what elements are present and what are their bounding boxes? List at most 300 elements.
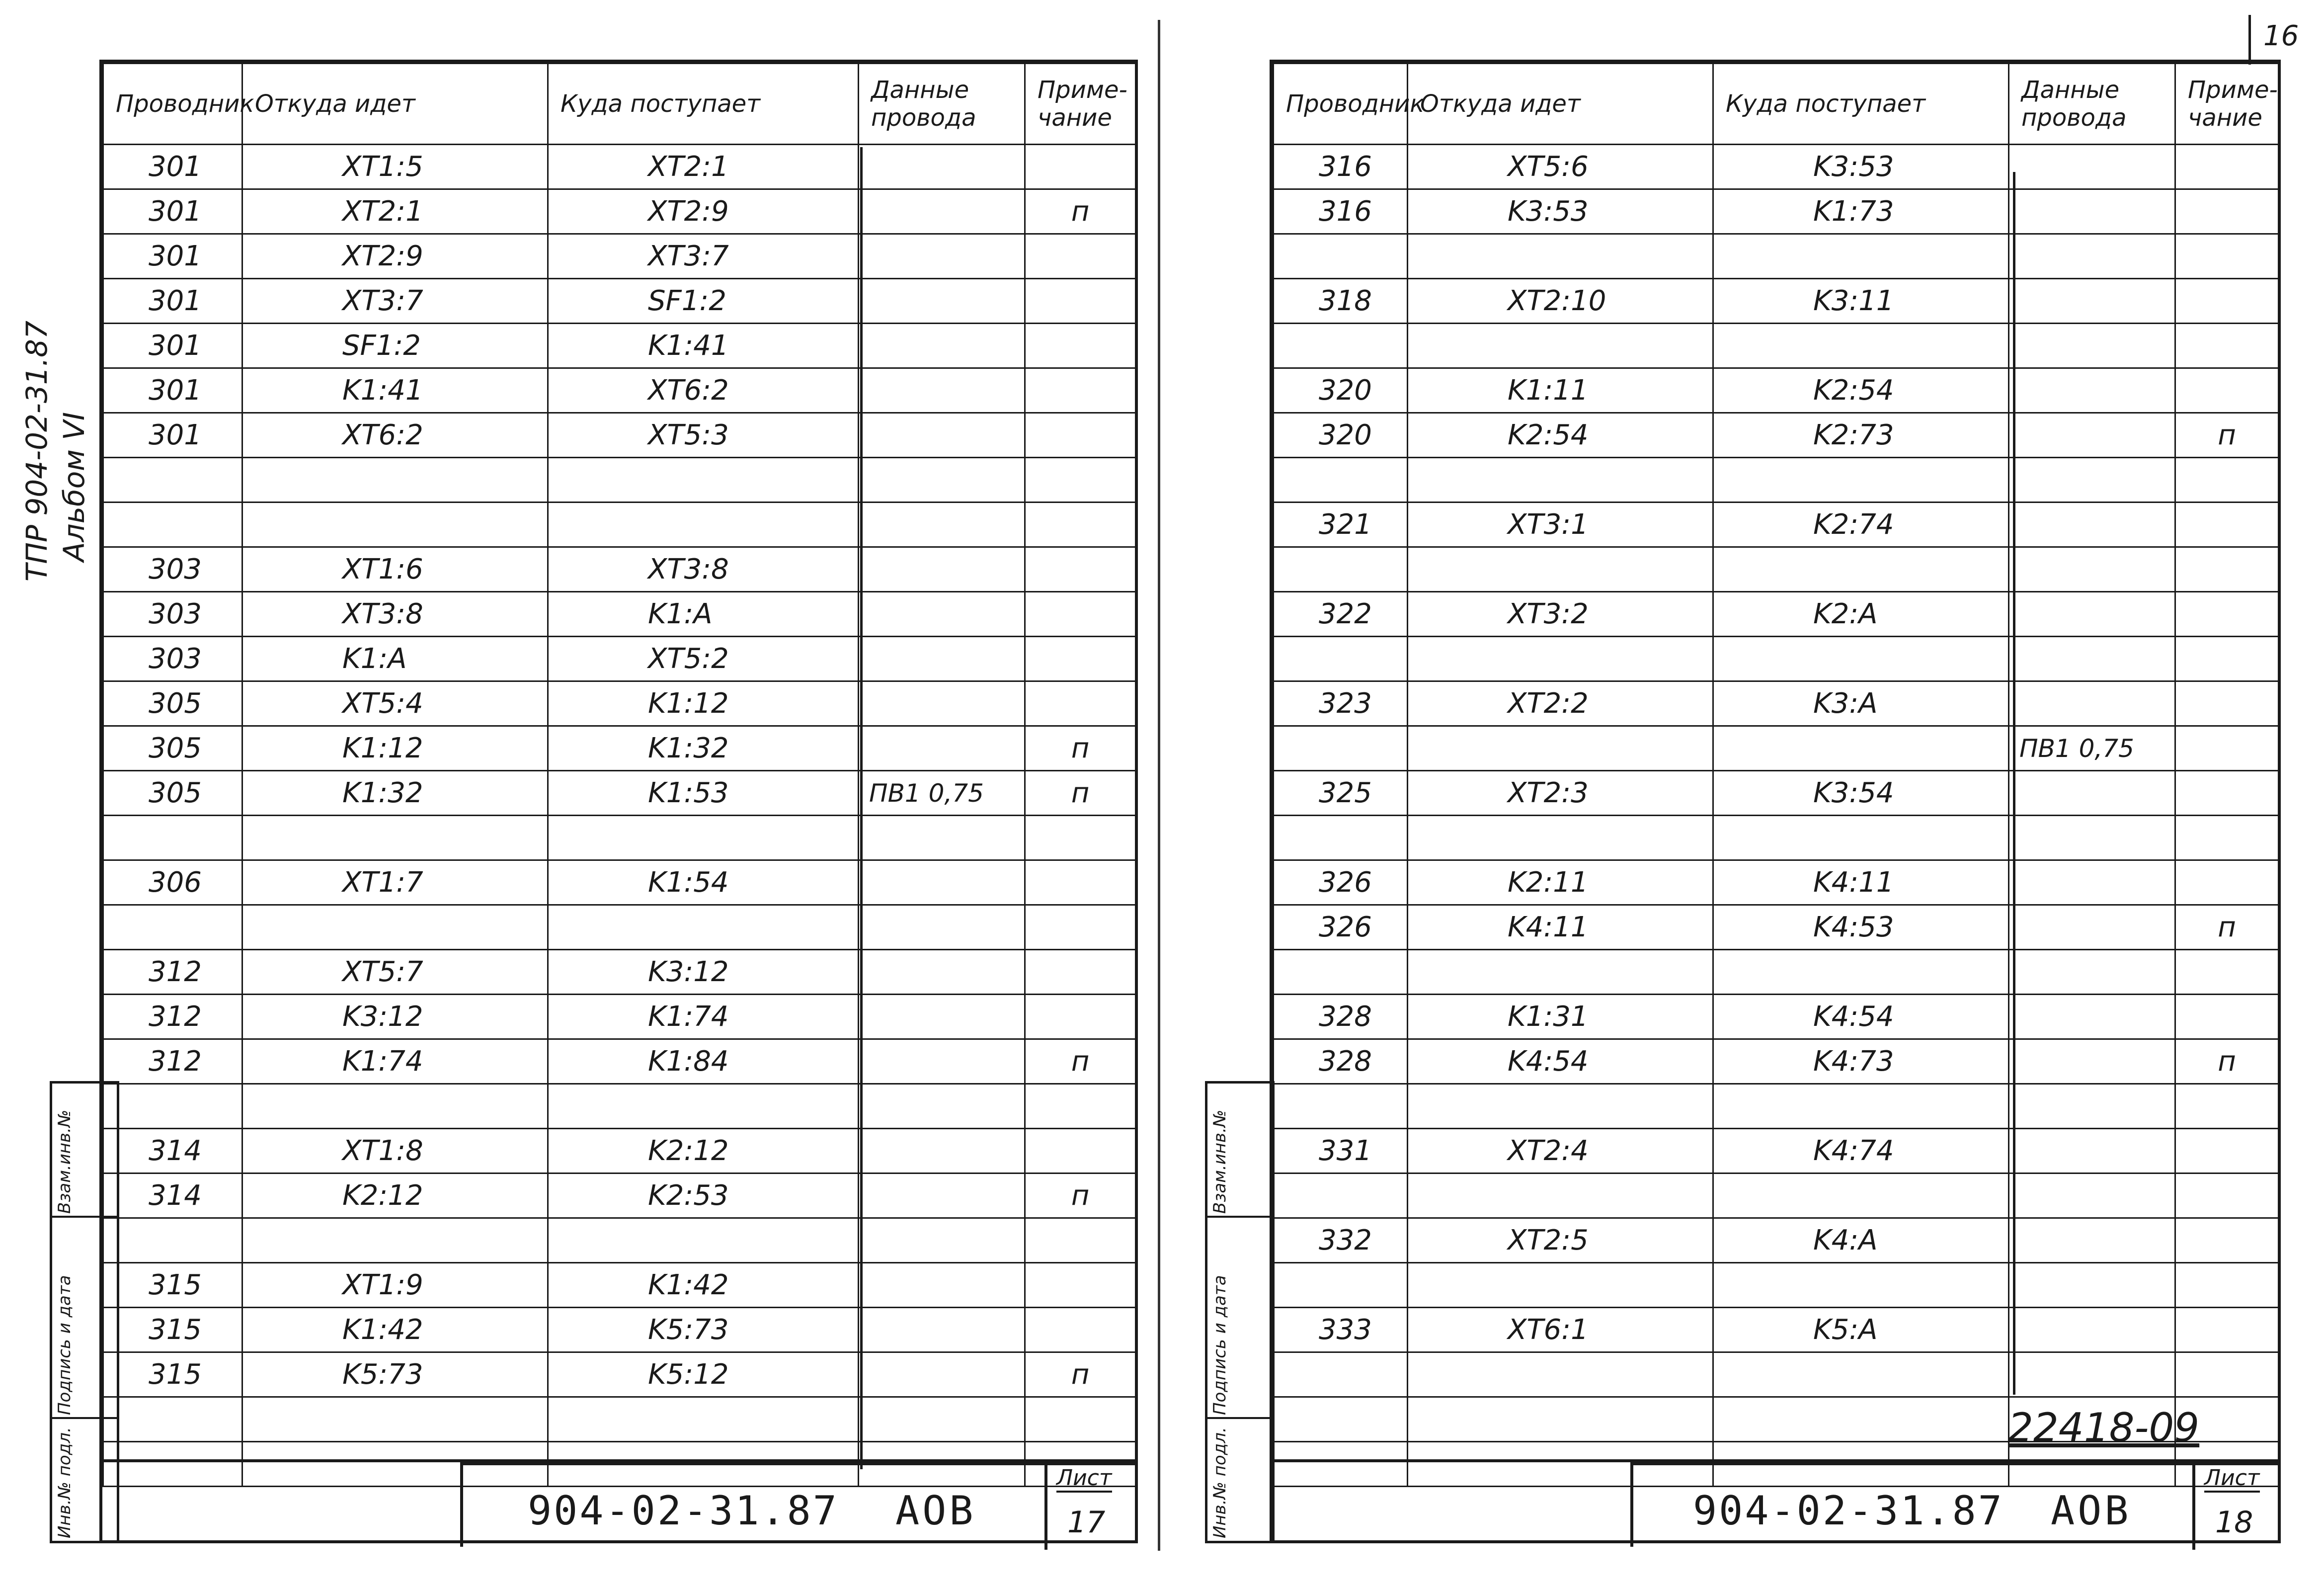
to-terminal-cell (1713, 1173, 2009, 1218)
rows-right (1274, 145, 2279, 1487)
wire-data-cell (859, 637, 1025, 681)
wire-data-cell (2009, 368, 2175, 413)
to-terminal-cell: K2:12 (548, 1129, 859, 1173)
wire-data-cell (2009, 324, 2175, 368)
to-terminal-cell (548, 1084, 859, 1129)
note-cell: п (1025, 1352, 1136, 1397)
from-terminal-cell (242, 1397, 548, 1442)
wire-number-cell: 306 (103, 860, 242, 905)
sheet-number-right: 18 (2215, 1505, 2253, 1540)
wire-data-cell (2009, 1263, 2175, 1308)
wire-data-cell (2009, 995, 2175, 1039)
corner-page-number: 16 (2263, 20, 2299, 52)
corner-mark (2248, 15, 2251, 65)
wire-data-cell (2009, 816, 2175, 860)
wire-number-cell: 314 (103, 1173, 242, 1218)
note-cell (2175, 726, 2279, 771)
table-row (1274, 1039, 2279, 1084)
table-row (1274, 145, 2279, 189)
to-terminal-cell: K4:74 (1713, 1129, 2009, 1173)
side-text-sign-left: Подпись и дата (55, 1275, 75, 1415)
from-terminal-cell (1408, 1352, 1713, 1397)
doc-kind-left: АОВ (895, 1488, 976, 1534)
wire-number-cell (1274, 547, 1408, 592)
wire-number-cell (103, 1397, 242, 1442)
table-row (103, 413, 1136, 458)
table-row (1274, 681, 2279, 726)
wire-number-cell (103, 1084, 242, 1129)
data-bracket-left (860, 147, 863, 1469)
wire-number-cell: 315 (103, 1263, 242, 1308)
table-row (103, 1084, 1136, 1129)
stamp-right (1630, 1462, 2279, 1547)
wire-data-cell (859, 189, 1025, 234)
sheet-box-right (2192, 1465, 2282, 1550)
wire-number-cell (103, 905, 242, 950)
wire-data-cell (2009, 1039, 2175, 1084)
table-row (1274, 547, 2279, 592)
note-cell: п (1025, 189, 1136, 234)
wire-data-cell (859, 234, 1025, 279)
to-terminal-cell: XT5:2 (548, 637, 859, 681)
wire-data-cell (2009, 681, 2175, 726)
from-terminal-cell: XT2:4 (1408, 1129, 1713, 1173)
from-terminal-cell: XT1:6 (242, 547, 548, 592)
wire-number-cell (1274, 458, 1408, 502)
wire-data-cell (2009, 860, 2175, 905)
side-text-inv-right: Инв.№ подл. (1210, 1427, 1230, 1538)
note-cell (1025, 502, 1136, 547)
from-terminal-cell: XT2:2 (1408, 681, 1713, 726)
note-cell (2175, 234, 2279, 279)
side-text-inv-left: Инв.№ подл. (55, 1427, 75, 1538)
wire-data-cell (859, 816, 1025, 860)
table-row (1274, 1084, 2279, 1129)
note-cell (1025, 1084, 1136, 1129)
from-terminal-cell: K5:73 (242, 1352, 548, 1397)
table-row (103, 726, 1136, 771)
note-cell (2175, 995, 2279, 1039)
wire-data-cell (2009, 458, 2175, 502)
wire-data-cell (859, 681, 1025, 726)
wire-data-cell (859, 1308, 1025, 1352)
table-row (103, 145, 1136, 189)
to-terminal-cell (548, 1218, 859, 1263)
wire-data-cell (859, 547, 1025, 592)
wire-number-cell (1274, 816, 1408, 860)
to-terminal-cell: XT3:8 (548, 547, 859, 592)
note-cell (1025, 413, 1136, 458)
to-terminal-cell: XT2:1 (548, 145, 859, 189)
table-row (103, 905, 1136, 950)
to-terminal-cell: K2:54 (1713, 368, 2009, 413)
wire-number-cell: 322 (1274, 592, 1408, 637)
to-terminal-cell: K3:54 (1713, 771, 2009, 816)
note-cell (2175, 502, 2279, 547)
table-row (1274, 1129, 2279, 1173)
from-terminal-cell: K1:41 (242, 368, 548, 413)
note-cell (1025, 950, 1136, 995)
table-row (103, 816, 1136, 860)
header-note: Приме- чание (1025, 64, 1136, 145)
side-stamp-left (50, 1081, 119, 1543)
note-cell (1025, 368, 1136, 413)
to-terminal-cell (1713, 547, 2009, 592)
from-terminal-cell: XT6:1 (1408, 1308, 1713, 1352)
wire-data-cell (2009, 905, 2175, 950)
wire-data-cell (2009, 1352, 2175, 1397)
table-row (103, 1352, 1136, 1397)
table-row (1274, 234, 2279, 279)
table-row (1274, 1173, 2279, 1218)
note-cell (2175, 816, 2279, 860)
wire-data-cell (859, 413, 1025, 458)
to-terminal-cell: K3:12 (548, 950, 859, 995)
table-row (103, 234, 1136, 279)
to-terminal-cell: K5:12 (548, 1352, 859, 1397)
to-terminal-cell: XT3:7 (548, 234, 859, 279)
from-terminal-cell (242, 816, 548, 860)
wire-data-cell (2009, 547, 2175, 592)
table-row (103, 1129, 1136, 1173)
to-terminal-cell (548, 458, 859, 502)
note-cell (1025, 637, 1136, 681)
note-cell (1025, 995, 1136, 1039)
from-terminal-cell: XT1:9 (242, 1263, 548, 1308)
wire-data-cell (859, 950, 1025, 995)
table-row (103, 189, 1136, 234)
table-row (1274, 413, 2279, 458)
wire-number-cell (1274, 324, 1408, 368)
table-row (103, 1218, 1136, 1263)
note-cell (2175, 1263, 2279, 1308)
wire-data-cell (2009, 592, 2175, 637)
wire-data-cell (2009, 502, 2175, 547)
wire-data-cell (859, 905, 1025, 950)
wire-data-cell (859, 324, 1025, 368)
wire-data-cell (2009, 1084, 2175, 1129)
table-row (1274, 1352, 2279, 1397)
from-terminal-cell: XT3:1 (1408, 502, 1713, 547)
wire-number-cell: 301 (103, 234, 242, 279)
wire-number-cell: 331 (1274, 1129, 1408, 1173)
from-terminal-cell: XT2:5 (1408, 1218, 1713, 1263)
note-cell (1025, 145, 1136, 189)
from-terminal-cell (1408, 324, 1713, 368)
wire-number-cell: 326 (1274, 905, 1408, 950)
from-terminal-cell (1408, 816, 1713, 860)
from-terminal-cell: XT6:2 (242, 413, 548, 458)
to-terminal-cell: K1:A (548, 592, 859, 637)
table-row (1274, 726, 2279, 771)
sheet-right (1270, 60, 2281, 1543)
from-terminal-cell: XT5:4 (242, 681, 548, 726)
wire-number-cell: 315 (103, 1308, 242, 1352)
to-terminal-cell: XT2:9 (548, 189, 859, 234)
table-row (1274, 189, 2279, 234)
note-cell (2175, 950, 2279, 995)
to-terminal-cell (1713, 1397, 2009, 1442)
sheet-box-left (1044, 1465, 1139, 1550)
side-cell-sign-right (1207, 1218, 1272, 1419)
to-terminal-cell (548, 816, 859, 860)
to-terminal-cell: K1:84 (548, 1039, 859, 1084)
to-terminal-cell (1713, 1263, 2009, 1308)
note-cell (1025, 1397, 1136, 1442)
side-cell-replace-right (1207, 1084, 1272, 1218)
header-wire: Проводник (1274, 64, 1408, 145)
wire-data-cell (859, 368, 1025, 413)
wire-table-right (1273, 63, 2279, 1487)
from-terminal-cell (1408, 1084, 1713, 1129)
note-cell (1025, 816, 1136, 860)
table-row (103, 502, 1136, 547)
from-terminal-cell (242, 1084, 548, 1129)
from-terminal-cell: K4:54 (1408, 1039, 1713, 1084)
wire-number-cell (103, 816, 242, 860)
note-cell (1025, 547, 1136, 592)
note-cell: п (2175, 413, 2279, 458)
from-terminal-cell (1408, 1263, 1713, 1308)
wire-number-cell: 316 (1274, 145, 1408, 189)
table-row (103, 547, 1136, 592)
wire-data-cell (2009, 1218, 2175, 1263)
wire-data-cell (2009, 1129, 2175, 1173)
to-terminal-cell: K4:A (1713, 1218, 2009, 1263)
wire-number-cell: 301 (103, 368, 242, 413)
to-terminal-cell: K2:53 (548, 1173, 859, 1218)
from-terminal-cell: XT5:7 (242, 950, 548, 995)
wire-number-cell (1274, 1084, 1408, 1129)
to-terminal-cell: K5:A (1713, 1308, 2009, 1352)
from-terminal-cell (1408, 950, 1713, 995)
note-cell (2175, 1129, 2279, 1173)
wire-data-cell (859, 458, 1025, 502)
note-cell (2175, 145, 2279, 189)
side-text-sign-right: Подпись и дата (1210, 1275, 1230, 1415)
table-row (1274, 1218, 2279, 1263)
wire-number-cell (103, 458, 242, 502)
wire-number-cell (103, 502, 242, 547)
wire-data-cell (859, 995, 1025, 1039)
table-row (1274, 950, 2279, 995)
table-row (103, 458, 1136, 502)
note-cell (2175, 1084, 2279, 1129)
wire-data-cell (859, 1173, 1025, 1218)
note-cell (1025, 324, 1136, 368)
header-to: Куда поступает (548, 64, 859, 145)
wire-number-cell: 312 (103, 950, 242, 995)
wire-data-cell (859, 279, 1025, 324)
to-terminal-cell (548, 502, 859, 547)
side-cell-inv-left (52, 1419, 117, 1541)
wire-data-cell (2009, 637, 2175, 681)
note-cell (1025, 905, 1136, 950)
from-terminal-cell (1408, 637, 1713, 681)
from-terminal-cell: XT1:5 (242, 145, 548, 189)
wire-number-cell: 312 (103, 995, 242, 1039)
to-terminal-cell: K1:42 (548, 1263, 859, 1308)
wire-number-cell (1274, 1397, 1408, 1442)
note-cell: п (1025, 1173, 1136, 1218)
wire-data-cell (2009, 771, 2175, 816)
note-cell (2175, 1308, 2279, 1352)
wire-number-cell: 318 (1274, 279, 1408, 324)
note-cell (2175, 368, 2279, 413)
rows-left (103, 145, 1136, 1487)
table-row (103, 1173, 1136, 1218)
wire-data-cell (859, 1129, 1025, 1173)
from-terminal-cell (242, 1218, 548, 1263)
side-text-replace-right: Взам.инв.№ (1210, 1109, 1230, 1214)
to-terminal-cell (1713, 1352, 2009, 1397)
table-row (1274, 502, 2279, 547)
table-row (1274, 816, 2279, 860)
from-terminal-cell: XT3:7 (242, 279, 548, 324)
to-terminal-cell: K3:53 (1713, 145, 2009, 189)
to-terminal-cell: K4:53 (1713, 905, 2009, 950)
to-terminal-cell (1713, 1084, 2009, 1129)
note-cell (1025, 860, 1136, 905)
note-cell: п (2175, 905, 2279, 950)
header-from: Откуда идет (242, 64, 548, 145)
from-terminal-cell: XT2:3 (1408, 771, 1713, 816)
note-cell (1025, 592, 1136, 637)
to-terminal-cell: K4:54 (1713, 995, 2009, 1039)
note-cell (1025, 234, 1136, 279)
sheet-label-left: Лист (1056, 1465, 1112, 1493)
to-terminal-cell: K3:11 (1713, 279, 2009, 324)
from-terminal-cell: XT2:10 (1408, 279, 1713, 324)
from-terminal-cell: XT5:6 (1408, 145, 1713, 189)
sheet-left (99, 60, 1138, 1543)
to-terminal-cell: K1:73 (1713, 189, 2009, 234)
side-cell-replace-left (52, 1084, 117, 1218)
wire-data-cell (859, 1397, 1025, 1442)
wire-data-cell (859, 145, 1025, 189)
note-cell (1025, 1218, 1136, 1263)
title-block-right (1273, 1459, 2278, 1544)
wire-data-cell: ПВ1 0,75 (2009, 726, 2175, 771)
wire-number-cell: 321 (1274, 502, 1408, 547)
table-row (103, 950, 1136, 995)
from-terminal-cell (242, 905, 548, 950)
wire-data-cell (2009, 413, 2175, 458)
to-terminal-cell: XT6:2 (548, 368, 859, 413)
table-row (103, 368, 1136, 413)
from-terminal-cell: K1:11 (1408, 368, 1713, 413)
wire-number-cell: 301 (103, 145, 242, 189)
from-terminal-cell: K1:31 (1408, 995, 1713, 1039)
to-terminal-cell (548, 905, 859, 950)
to-terminal-cell (1713, 458, 2009, 502)
note-cell (2175, 324, 2279, 368)
note-cell: п (1025, 1039, 1136, 1084)
from-terminal-cell: K2:54 (1408, 413, 1713, 458)
from-terminal-cell: XT1:7 (242, 860, 548, 905)
to-terminal-cell: K1:32 (548, 726, 859, 771)
wire-table-left (102, 63, 1136, 1487)
from-terminal-cell: K1:A (242, 637, 548, 681)
table-row (1274, 279, 2279, 324)
stamp-left (460, 1462, 1136, 1547)
doc-code-left: 904-02-31.87 (528, 1488, 839, 1534)
header-wire: Проводник (103, 64, 242, 145)
note-cell (2175, 860, 2279, 905)
sheet-number-left: 17 (1067, 1505, 1106, 1540)
to-terminal-cell: K2:A (1713, 592, 2009, 637)
table-row (103, 637, 1136, 681)
to-terminal-cell: K1:53 (548, 771, 859, 816)
wire-number-cell: 314 (103, 1129, 242, 1173)
from-terminal-cell (1408, 234, 1713, 279)
wire-data-cell: ПВ1 0,75 (859, 771, 1025, 816)
wire-data-cell (859, 726, 1025, 771)
from-terminal-cell: K1:42 (242, 1308, 548, 1352)
note-cell: п (2175, 1039, 2279, 1084)
note-cell (2175, 189, 2279, 234)
table-row (103, 995, 1136, 1039)
table-row (103, 1397, 1136, 1442)
from-terminal-cell: XT2:1 (242, 189, 548, 234)
note-cell (2175, 1173, 2279, 1218)
title-block-left (102, 1459, 1135, 1544)
wire-data-cell (2009, 145, 2175, 189)
note-cell (2175, 1352, 2279, 1397)
wire-number-cell: 315 (103, 1352, 242, 1397)
to-terminal-cell (548, 1397, 859, 1442)
to-terminal-cell (1713, 234, 2009, 279)
to-terminal-cell: K1:74 (548, 995, 859, 1039)
wire-data-cell (859, 592, 1025, 637)
to-terminal-cell (1713, 637, 2009, 681)
side-text-replace-left: Взам.инв.№ (55, 1109, 75, 1214)
wire-number-cell (1274, 1263, 1408, 1308)
to-terminal-cell: K5:73 (548, 1308, 859, 1352)
wire-number-cell (1274, 1352, 1408, 1397)
table-row (1274, 458, 2279, 502)
to-terminal-cell: K4:73 (1713, 1039, 2009, 1084)
note-cell (2175, 771, 2279, 816)
header-note: Приме- чание (2175, 64, 2279, 145)
from-terminal-cell (1408, 1173, 1713, 1218)
wire-number-cell: 301 (103, 189, 242, 234)
to-terminal-cell (1713, 726, 2009, 771)
table-row (103, 1039, 1136, 1084)
wire-number-cell: 332 (1274, 1218, 1408, 1263)
note-cell (1025, 1308, 1136, 1352)
table-row (103, 279, 1136, 324)
note-cell (2175, 458, 2279, 502)
table-row (1274, 860, 2279, 905)
from-terminal-cell (1408, 458, 1713, 502)
table-row (1274, 592, 2279, 637)
wire-number-cell: 305 (103, 771, 242, 816)
wire-number-cell: 333 (1274, 1308, 1408, 1352)
sheet-label-right: Лист (2204, 1465, 2260, 1493)
note-cell (2175, 681, 2279, 726)
wire-data-cell (2009, 1173, 2175, 1218)
to-terminal-cell: K1:41 (548, 324, 859, 368)
header-data: Данные провода (859, 64, 1025, 145)
from-terminal-cell: K1:12 (242, 726, 548, 771)
wire-data-cell (859, 502, 1025, 547)
wire-number-cell: 320 (1274, 413, 1408, 458)
wire-number-cell: 301 (103, 279, 242, 324)
table-row (103, 592, 1136, 637)
from-terminal-cell: K3:12 (242, 995, 548, 1039)
to-terminal-cell: SF1:2 (548, 279, 859, 324)
